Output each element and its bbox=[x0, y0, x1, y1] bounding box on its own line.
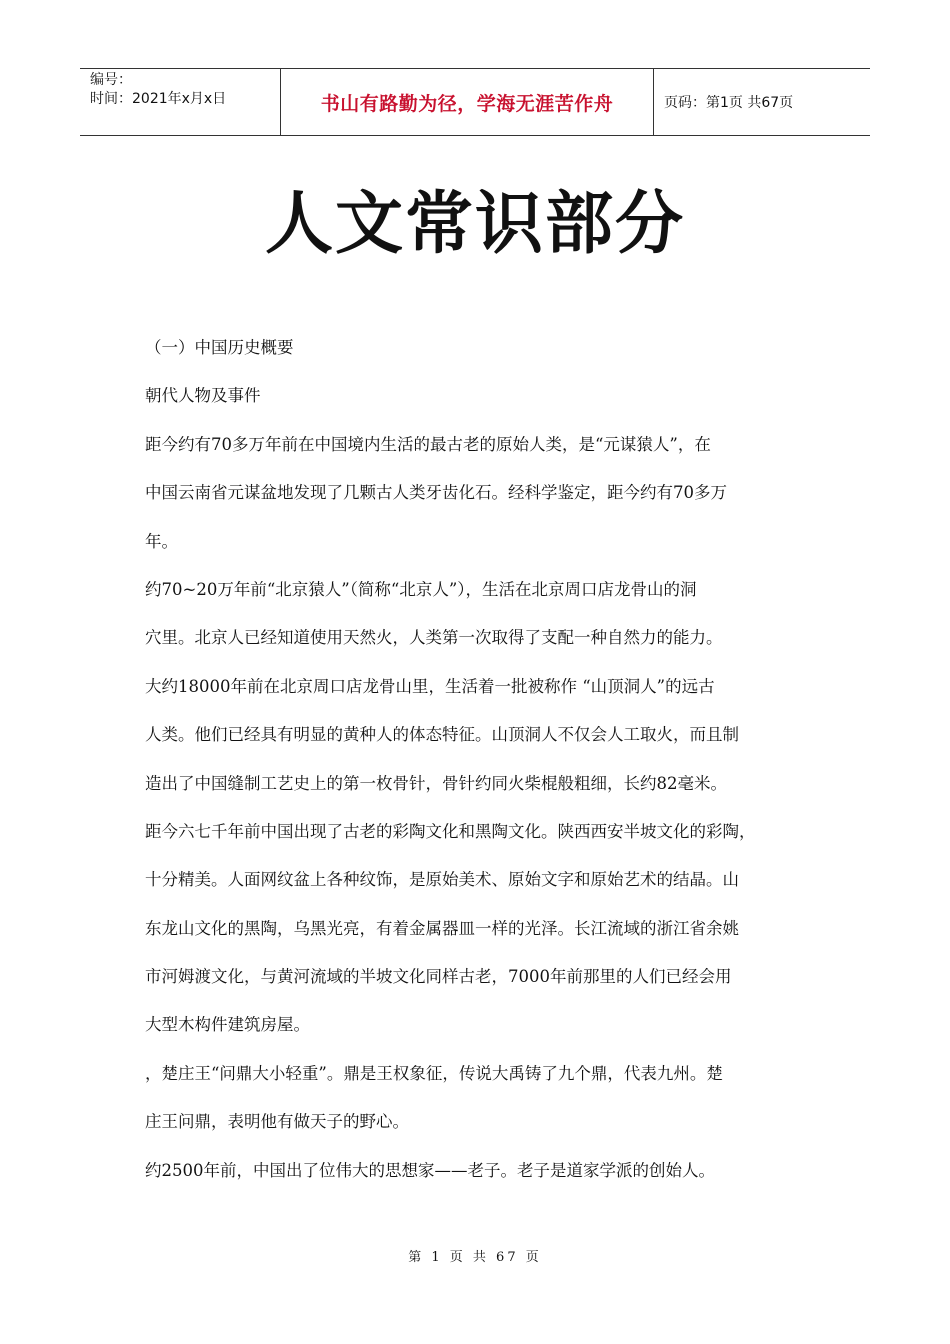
body-line: 穴里。北京人已经知道使用天然火，人类第一次取得了支配一种自然力的能力。 bbox=[145, 628, 723, 648]
body-line: 市河姆渡文化，与黄河流域的半坡文化同样古老，7000年前那里的人们已经会用 bbox=[145, 967, 732, 987]
body-line: 朝代人物及事件 bbox=[145, 386, 261, 406]
body-line: 约2500年前，中国出了位伟大的思想家——老子。老子是道家学派的创始人。 bbox=[145, 1160, 715, 1180]
page-title: 人文常识部分 bbox=[264, 185, 685, 264]
body-line: 约70~20万年前“北京猿人”（简称“北京人”），生活在北京周口店龙骨山的洞 bbox=[145, 579, 697, 599]
body-line: 年。 bbox=[145, 531, 178, 551]
body-line: 人类。他们已经具有明显的黄种人的体态特征。山顶洞人不仅会人工取火，而且制 bbox=[145, 725, 739, 745]
header-info-cell bbox=[80, 69, 281, 135]
header-page-number: 页码：第1页 共67页 bbox=[664, 95, 794, 111]
serial-number-label: 编号： bbox=[90, 72, 132, 88]
header-motto: 书山有路勤为径，学海无涯苦作舟 bbox=[281, 69, 654, 135]
body-line: ，楚庄王“问鼎大小轻重”。鼎是王权象征，传说大禹铸了九个鼎，代表九州。楚 bbox=[145, 1063, 723, 1083]
body-line: 大约18000年前在北京周口店龙骨山里，生活着一批被称作 “山顶洞人”的远古 bbox=[145, 676, 715, 696]
body-line: 中国云南省元谋盆地发现了几颗古人类牙齿化石。经科学鉴定，距今约有70多万 bbox=[145, 483, 727, 503]
body-line: 庄王问鼎，表明他有做天子的野心。 bbox=[145, 1112, 409, 1132]
body-line: 十分精美。人面网纹盆上各种纹饰，是原始美术、原始文字和原始艺术的结晶。山 bbox=[145, 870, 739, 890]
body-line: 东龙山文化的黑陶，乌黑光亮，有着金属器皿一样的光泽。长江流域的浙江省余姚 bbox=[145, 918, 739, 938]
document-header bbox=[80, 68, 870, 136]
body-line: （一）中国历史概要 bbox=[145, 338, 294, 357]
body-line: 造出了中国缝制工艺史上的第一枚骨针，骨针约同火柴棍般粗细，长约82毫米。 bbox=[145, 773, 727, 793]
document-body bbox=[145, 334, 815, 1205]
body-line: 距今约有70多万年前在中国境内生活的最古老的原始人类，是“元谋猿人”，在 bbox=[145, 434, 711, 454]
date-label: 时间：2021年x月x日 bbox=[90, 91, 227, 107]
body-line: 距今六七千年前中国出现了古老的彩陶文化和黑陶文化。陕西西安半坡文化的彩陶， bbox=[145, 821, 756, 841]
body-line: 大型木构件建筑房屋。 bbox=[145, 1015, 310, 1035]
page-footer: 第 1 页 共 67 页 bbox=[408, 1250, 542, 1265]
